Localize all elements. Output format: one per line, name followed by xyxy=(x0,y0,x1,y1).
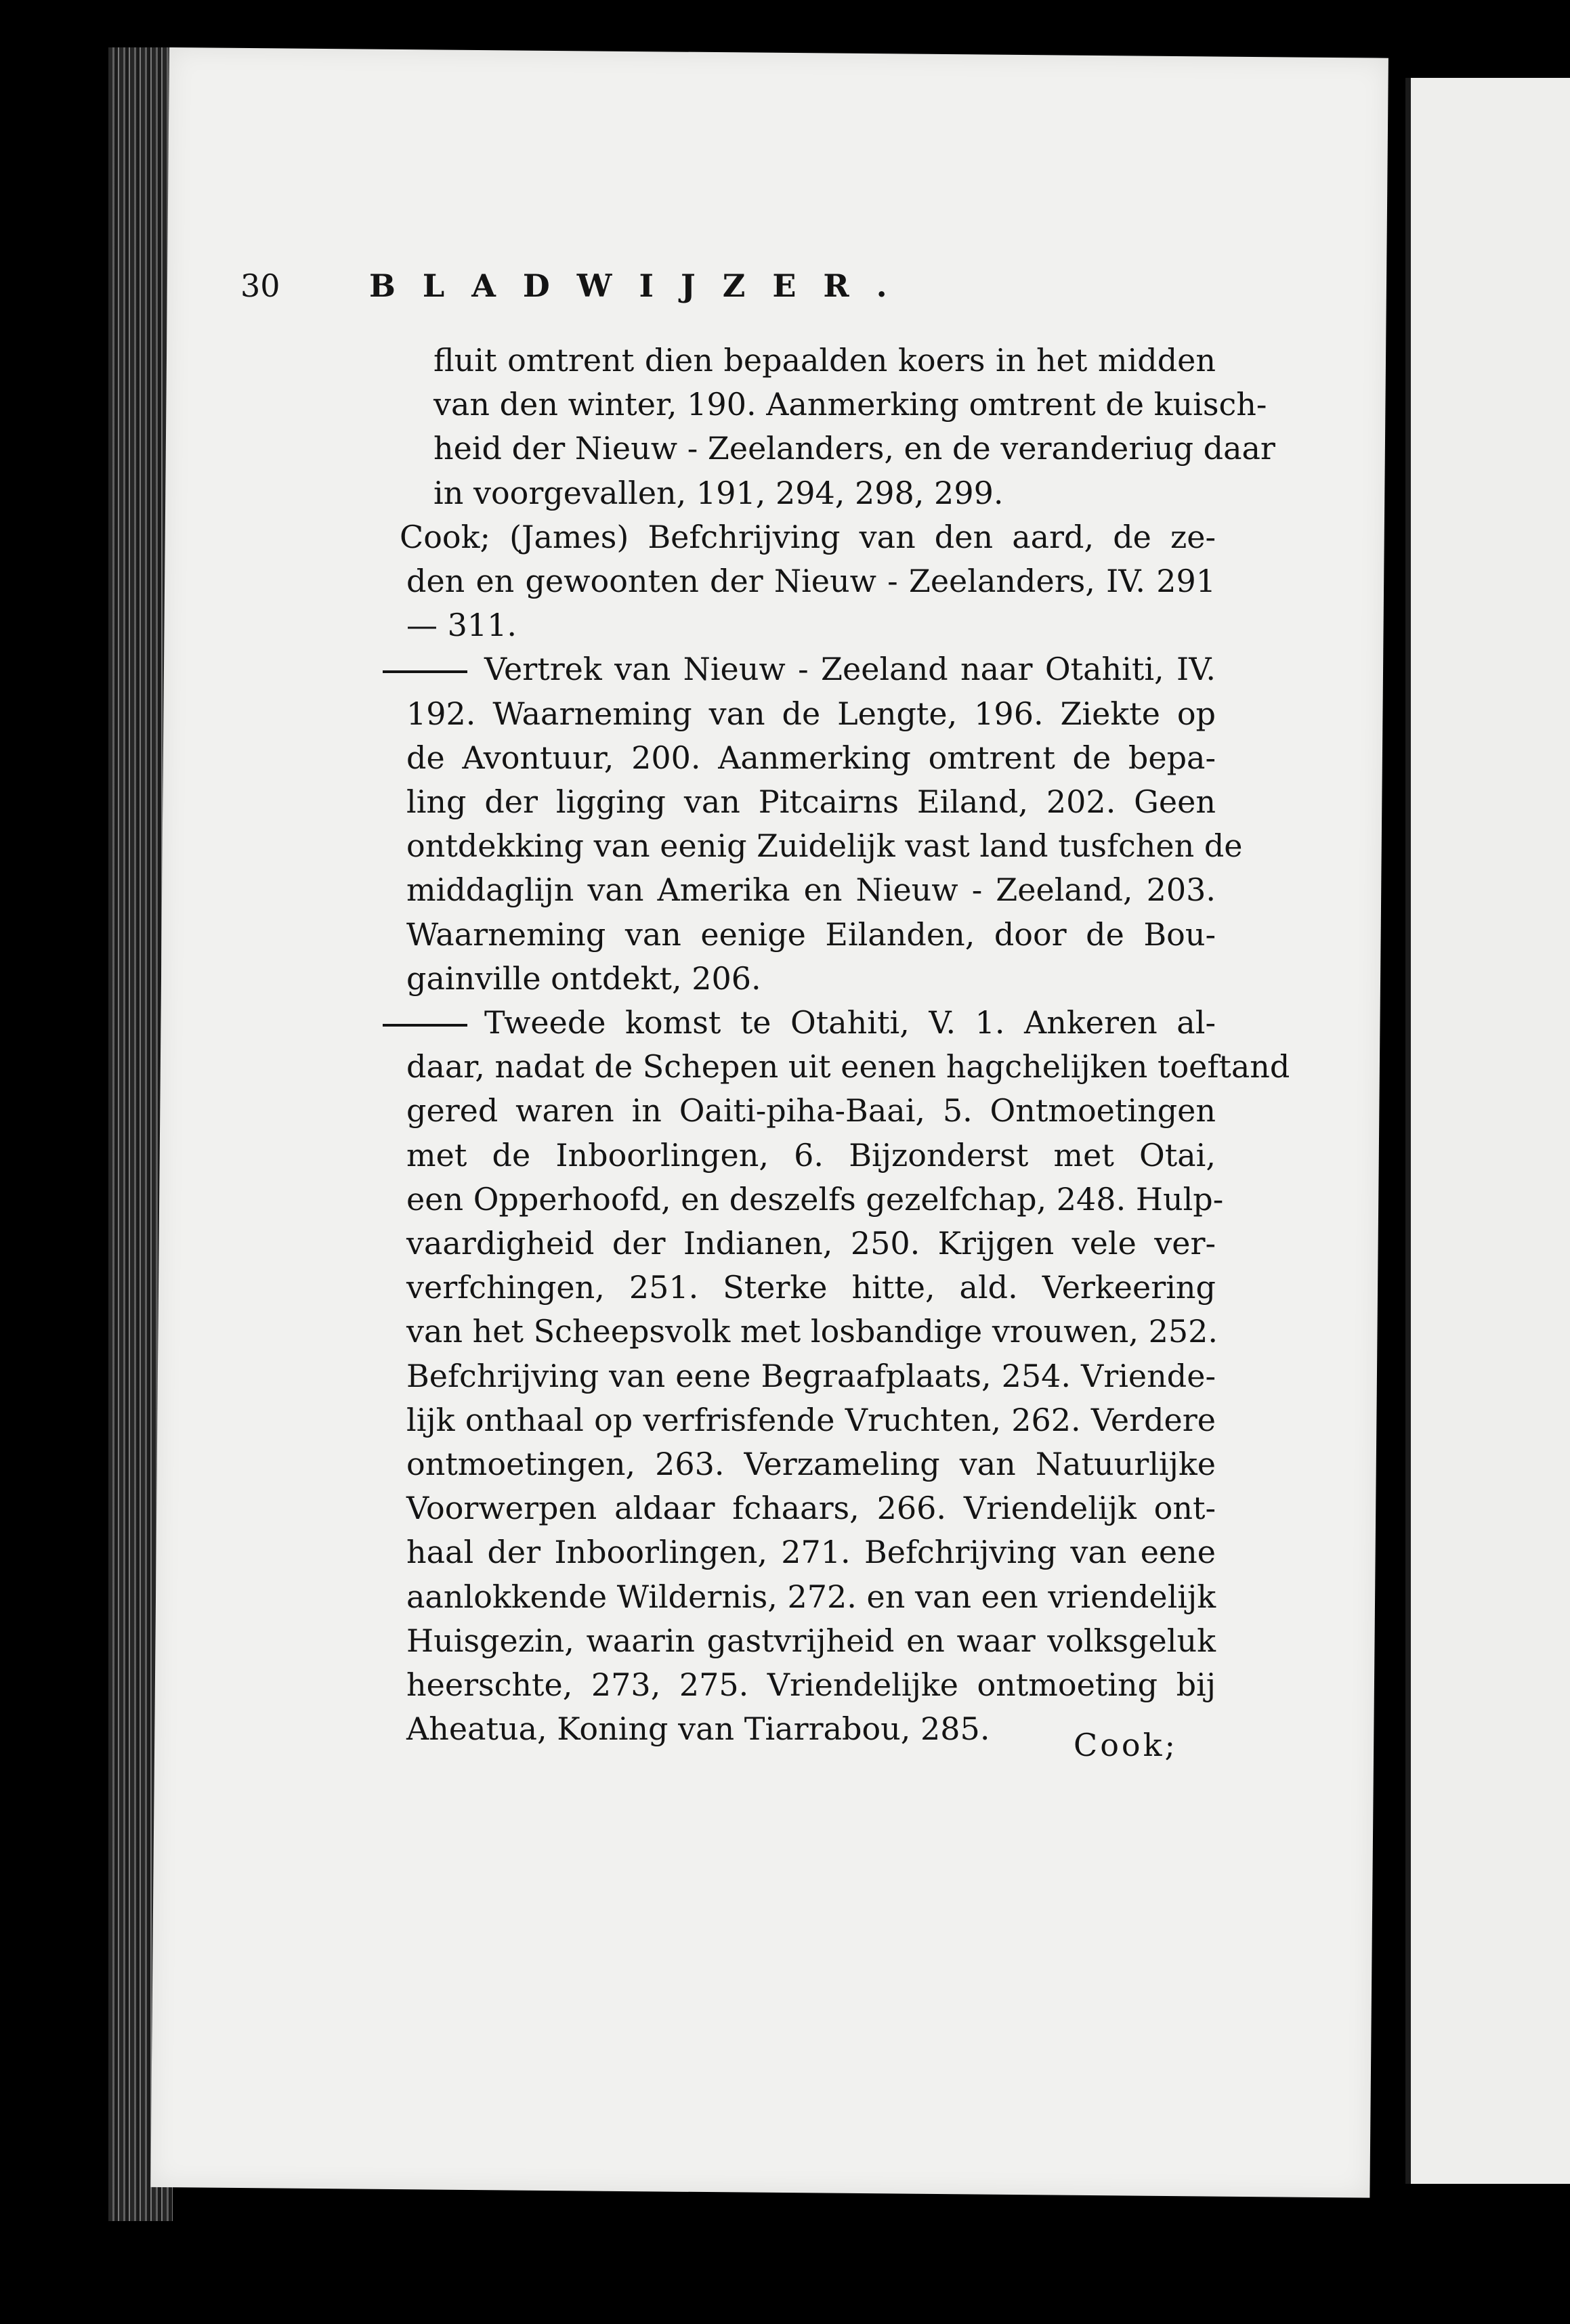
text-line: met de Inboorlingen, 6. Bijzonderst met Otai, xyxy=(406,1136,1216,1174)
text-line: Aheatua, Koning van Tiarrabou, 285. xyxy=(406,1710,990,1748)
text-line: Waarneming van eenige Eilanden, door de Bou- xyxy=(406,916,1216,953)
text-line xyxy=(383,1004,1216,1041)
entry-dash xyxy=(383,1024,467,1027)
text-line: fluit omtrent dien bepaalden koers in het midden xyxy=(433,342,1216,379)
entry-dash xyxy=(383,670,467,673)
text-line: een Opperhoofd, en deszelfs gezelfchap, 248. Hulp- xyxy=(406,1180,1224,1218)
text-line: Voorwerpen aldaar fchaars, 266. Vriendelijk ont- xyxy=(406,1490,1216,1527)
catchword: Cook; xyxy=(1074,1727,1178,1763)
text-line: den en gewoonten der Nieuw - Zeelanders, IV. 291 xyxy=(406,563,1216,599)
text-line: verfchingen, 251. Sterke hitte, ald. Verkeering xyxy=(406,1269,1216,1306)
text-line: van den winter, 190. Aanmerking omtrent de kuisch- xyxy=(433,386,1267,423)
text-line: van het Scheepsvolk met losbandige vrouwen, 252. xyxy=(406,1313,1218,1350)
text-line: ling der ligging van Pitcairns Eiland, 202. Geen xyxy=(406,783,1216,820)
text-line: — 311. xyxy=(406,607,517,644)
text-line xyxy=(383,651,1216,687)
text-line: vaardigheid der Indianen, 250. Krijgen vele ver- xyxy=(406,1225,1216,1262)
text-line: middaglijn van Amerika en Nieuw - Zeeland, 203. xyxy=(406,872,1216,909)
text-line-content: Vertrek van Nieuw - Zeeland naar Otahiti, IV. xyxy=(484,651,1216,688)
text-line: gainville ontdekt, 206. xyxy=(406,960,761,997)
text-line: in voorgevallen, 191, 294, 298, 299. xyxy=(433,474,1004,511)
text-line-content: Tweede komst te Otahiti, V. 1. Ankeren al- xyxy=(484,1004,1216,1041)
text-line: daar, nadat de Schepen uit eenen hagchelijken toeftand xyxy=(406,1048,1290,1085)
text-line: heid der Nieuw - Zeelanders, en de veranderiug daar xyxy=(433,430,1275,467)
text-line: 192. Waarneming van de Lengte, 196. Ziekte op xyxy=(406,695,1216,732)
running-title: BLADWIJZER. xyxy=(369,267,914,304)
text-line: Cook; (James) Befchrijving van den aard, de ze- xyxy=(400,518,1216,555)
text-line: haal der Inboorlingen, 271. Befchrijving van eene xyxy=(406,1534,1216,1571)
text-line: aanlokkende Wildernis, 272. en van een vriendelijk xyxy=(406,1578,1216,1615)
page-header xyxy=(240,267,1107,322)
text-line: ontmoetingen, 263. Verzameling van Natuurlijke xyxy=(406,1446,1216,1482)
text-line: ontdekking van eenig Zuidelijk vast land tusfchen de xyxy=(406,827,1243,865)
page-number: 30 xyxy=(240,267,280,304)
text-line: Huisgezin, waarin gastvrijheid en waar volksgeluk xyxy=(406,1622,1216,1659)
facing-page-edge xyxy=(1405,78,1570,2184)
text-line: Befchrijving van eene Begraafplaats, 254. Vriende- xyxy=(406,1357,1216,1394)
text-line: heerschte, 273, 275. Vriendelijke ontmoeting bij xyxy=(406,1666,1216,1703)
text-line: lijk onthaal op verfrisfende Vruchten, 262. Verdere xyxy=(406,1401,1216,1438)
text-line: gered waren in Oaiti-piha-Baai, 5. Ontmoetingen xyxy=(406,1092,1216,1129)
text-line: de Avontuur, 200. Aanmerking omtrent de bepa- xyxy=(406,739,1216,776)
